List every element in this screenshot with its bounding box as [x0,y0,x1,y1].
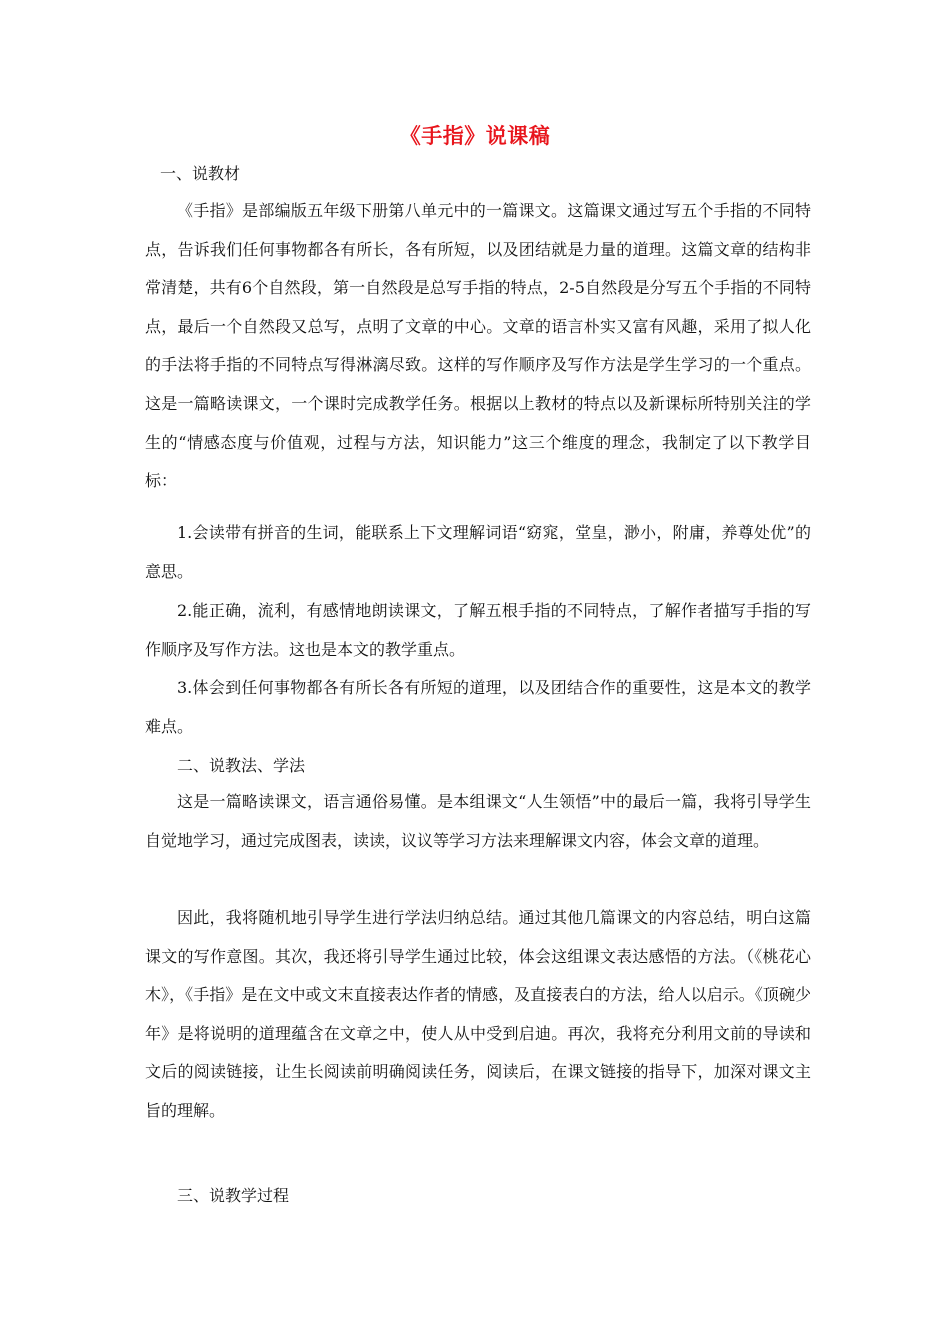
teaching-goal-2: 2.能正确，流利，有感情地朗读课文，了解五根手指的不同特点，了解作者描写手指的写作顺序及写作方法。这也是本文的教学重点。 [145,601,811,659]
section-heading-process: 三、说教学过程 [177,1186,290,1205]
document-title: 《手指》说课稿 [399,124,551,148]
paragraph-material-intro: 《手指》是部编版五年级下册第八单元中的一篇课文。这篇课文通过写五个手指的不同特点，告诉我们任何事物都各有所长，各有所短，以及团结就是力量的道理。这篇文章的结构非常清楚，共有6个自然段，第一自然段是总写手指的特点，2-5自然段是分写五个手指的不同特点，最后一个自然段又总写，点明了文章的中心。文章的语言朴实又富有风趣，采用了拟人化的手法将手指的不同特点写得淋漓尽致。这样的写作顺序及写作方法是学生学习的一个重点。这是一篇略读课文，一个课时完成教学任务。根据以上教材的特点以及新课标所特别关注的学生的“情感态度与价值观，过程与方法，知识能力”这三个维度的理念，我制定了以下教学目标： [145,201,811,491]
section-heading-methods: 二、说教法、学法 [177,756,306,775]
teaching-goal-1: 1.会读带有拼音的生词，能联系上下文理解词语“窈窕，堂皇，渺小，附庸，养尊处优”的意思。 [145,523,811,581]
teaching-goal-3: 3.体会到任何事物都各有所长各有所短的道理，以及团结合作的重要性，这是本文的教学难点。 [145,678,811,736]
paragraph-methods-detail: 因此，我将随机地引导学生进行学法归纳总结。通过其他几篇课文的内容总结，明白这篇课文的写作意图。其次，我还将引导学生通过比较，体会这组课文表达感悟的方法。（《桃花心木》，《手指》是在文中或文末直接表达作者的情感，及直接表白的方法，给人以启示。《顶碗少年》是将说明的道理蕴含在文章之中，使人从中受到启迪。再次，我将充分利用文前的导读和文后的阅读链接，让生长阅读前明确阅读任务，阅读后，在课文链接的指导下，加深对课文主旨的理解。 [145,908,811,1120]
paragraph-methods-intro: 这是一篇略读课文，语言通俗易懂。是本组课文“人生领悟”中的最后一篇，我将引导学生自觉地学习，通过完成图表，读读，议议等学习方法来理解课文内容，体会文章的道理。 [145,792,811,850]
section-heading-teaching-material: 一、说教材 [160,164,241,183]
